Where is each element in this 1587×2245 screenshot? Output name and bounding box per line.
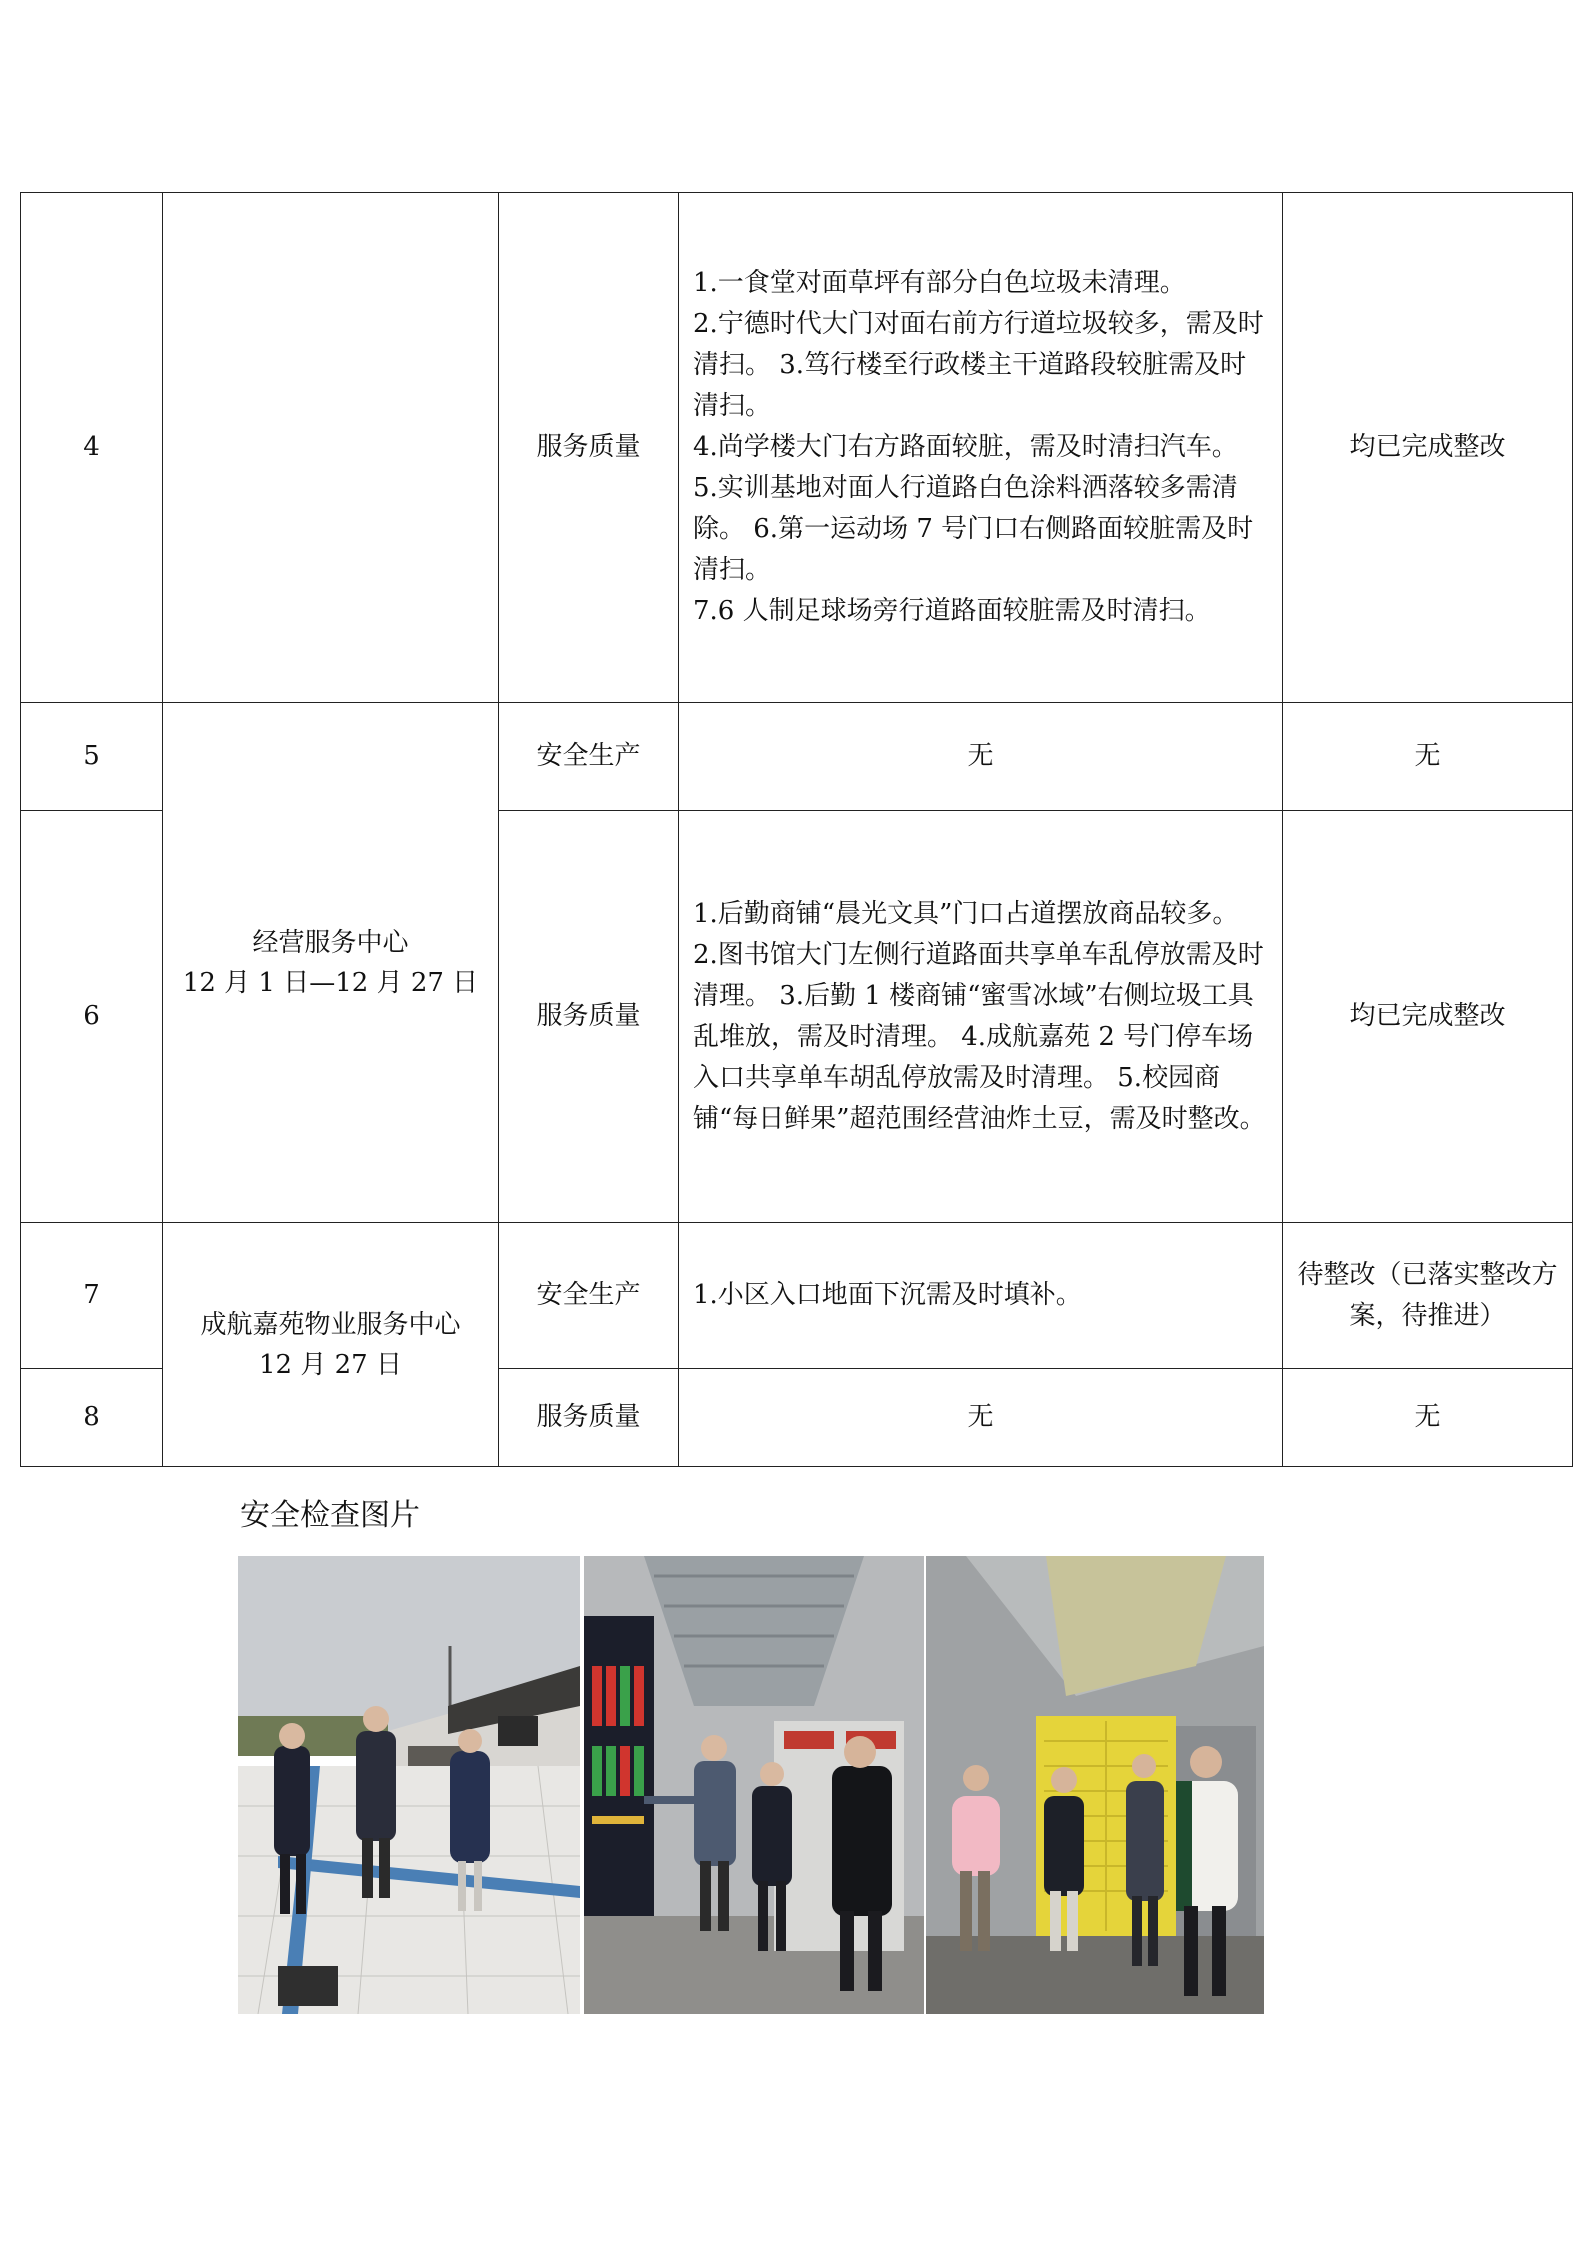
status-cell: 无 [1283,703,1573,811]
category-cell: 安全生产 [499,703,679,811]
unit-name: 经营服务中心 [252,927,409,958]
issue-item: 7.6 人制足球场旁行道路面较脏需及时清扫。 [693,596,1211,626]
unit-cell [163,703,499,1223]
row-number: 4 [21,193,163,703]
issue-item: 2.宁德时代大门对面右前方行道垃圾较多，需及时清扫。 3.笃行楼至行政楼主干道路段较脏需及时清扫。 [693,309,1264,421]
status-cell: 均已完成整改 [1283,811,1573,1223]
unit-cell [163,1223,499,1467]
row-number: 7 [21,1223,163,1369]
table-row [21,1223,1573,1369]
inspection-table [20,192,1573,1467]
unit-name: 成航嘉苑物业服务中心 [200,1309,461,1340]
table-row [21,703,1573,811]
photos-caption: 安全检查图片 [240,1498,420,1533]
status-cell: 待整改（已落实整改方案，待推进） [1283,1223,1573,1369]
category-cell: 服务质量 [499,1369,679,1467]
issues-cell: 无 [679,703,1283,811]
unit-cell-empty [163,193,499,703]
row-number: 8 [21,1369,163,1467]
issues-cell [679,193,1283,703]
category-cell: 服务质量 [499,193,679,703]
photo-strip [238,1556,1264,2014]
category-cell: 服务质量 [499,811,679,1223]
issue-item: 4.尚学楼大门右方路面较脏，需及时清扫汽车。 [693,432,1238,462]
control-panel-inspection-photo [584,1556,924,2014]
row-number: 6 [21,811,163,1223]
table-row [21,193,1573,703]
row-number: 5 [21,703,163,811]
issues-cell: 无 [679,1369,1283,1467]
issue-item: 1.一食堂对面草坪有部分白色垃圾未清理。 [693,268,1186,298]
issue-item: 5.实训基地对面人行道路白色涂料洒落较多需清除。 6.第一运动场 7 号门口右侧路面较脏需及时清扫。 [693,473,1254,585]
status-cell: 无 [1283,1369,1573,1467]
generator-room-inspection-photo [926,1556,1264,2014]
issues-cell [679,811,1283,1223]
status-cell: 均已完成整改 [1283,193,1573,703]
unit-date: 12 月 27 日 [259,1349,402,1380]
unit-date: 12 月 1 日—12 月 27 日 [182,967,479,998]
issues-cell: 1.小区入口地面下沉需及时填补。 [679,1223,1283,1369]
category-cell: 安全生产 [499,1223,679,1369]
outdoor-inspection-photo [238,1556,580,2014]
issue-item: 1.后勤商铺“晨光文具”门口占道摆放商品较多。 2.图书馆大门左侧行道路面共享单车乱停放需及时清理。 3.后勤 1 楼商铺“蜜雪冰域”右侧垃圾工具乱堆放，需及时清理。 4.成航嘉苑 2 号门停车场入口共享单车胡乱停放需及时清理。 5.校园商铺“每日鲜果”超范围经营油炸土豆，需及时整改。 [693,898,1266,1134]
